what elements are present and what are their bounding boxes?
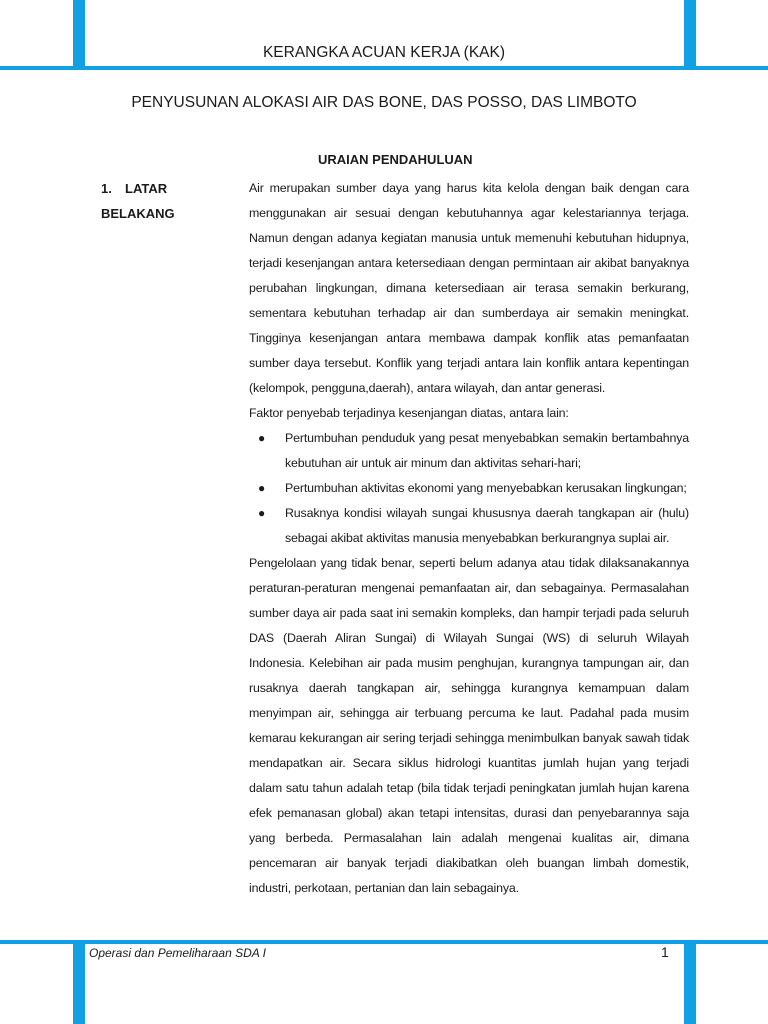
right-bottom-frame-bar [684,943,696,1024]
section-body [249,176,689,901]
bullet-icon: ● [258,431,266,445]
list-item [249,501,689,551]
section-title-line2: BELAKANG [101,206,175,221]
list-item [249,476,689,501]
left-bottom-frame-bar [73,943,85,1024]
list-item-text: Pertumbuhan penduduk yang pesat menyebabkan semakin bertambahnya kebutuhan air untuk air minum dan aktivitas sehari-hari; [285,431,689,470]
bullet-icon: ● [258,481,266,495]
list-item [249,426,689,476]
list-item-text: Rusaknya kondisi wilayah sungai khususnya daerah tangkapan air (hulu) sebagai akibat aktivitas manusia menyebabkan berkurangnya suplai air. [285,506,689,545]
paragraph-1: Air merupakan sumber daya yang harus kita kelola dengan baik dengan cara menggunakan air sesuai dengan kebutuhannya agar kelestariannya terjaga. Namun dengan adanya kegiatan manusia untuk memenuhi kebutuhan hidupnya, terjadi kesenjangan antara ketersediaan dengan permintaan air akibat banyaknya perubahan lingkungan, dimana ketersediaan air terasa semakin berkurang, sementara kebutuhan terhadap air dan sumberdaya air semakin meningkat. Tingginya kesenjangan antara membawa dampak konflik atas pemanfaatan sumber daya tersebut. Konflik yang terjadi antara lain konflik antara kepentingan (kelompok, pengguna,daerah), antara wilayah, dan antar generasi. [249,181,689,395]
factor-list [249,426,689,551]
footer-rule [0,940,768,944]
footer-text: Operasi dan Pemeliharaan SDA I [89,946,266,960]
paragraph-2: Faktor penyebab terjadinya kesenjangan diatas, antara lain: [249,406,569,420]
paragraph-3: Pengelolaan yang tidak benar, seperti belum adanya atau tidak dilaksanakannya peraturan-peraturan mengenai pemanfaatan air, dan sebagainya. Permasalahan sumber daya air pada saat ini semakin kompleks, dan hampir terjadi pada seluruh DAS (Daerah Aliran Sungai) di Wilayah Sungai (WS) di seluruh Wilayah Indonesia. Kelebihan air pada musim penghujan, kurangnya tampungan air, dan rusaknya daerah tangkapan air, sehingga kurangnya kemampuan dalam menyimpan air, sehingga air terbuang percuma ke laut. Padahal pada musim kemarau kekurangan air sering terjadi sehingga menimbulkan banyak sawah tidak mendapatkan air. Secara siklus hidrologi kuantitas jumlah hujan yang terjadi dalam satu tahun adalah tetap (bila tidak terjadi peningkatan jumlah hujan karena efek pemanasan global) akan tetapi intensitas, durasi dan penyebarannya saja yang berbeda. Permasalahan lain adalah mengenai kualitas air, dimana pencemaran air banyak terjadi diakibatkan oleh buangan limbah domestik, industri, perkotaan, pertanian dan lain sebagainya. [249,556,689,895]
section-title [101,176,241,226]
bullet-icon: ● [258,506,266,520]
document-subtitle: PENYUSUNAN ALOKASI AIR DAS BONE, DAS POSSO, DAS LIMBOTO [131,94,637,111]
section-title-line1 [101,176,241,201]
document-title: KERANGKA ACUAN KERJA (KAK) [262,44,506,61]
page-number: 1 [661,944,669,960]
section-heading: URAIAN PENDAHULUAN [318,152,473,167]
header-rule [0,66,768,70]
section-title-word1: LATAR [125,181,168,196]
list-item-text: Pertumbuhan aktivitas ekonomi yang menyebabkan kerusakan lingkungan; [285,481,687,495]
section-number: 1. [101,181,112,196]
